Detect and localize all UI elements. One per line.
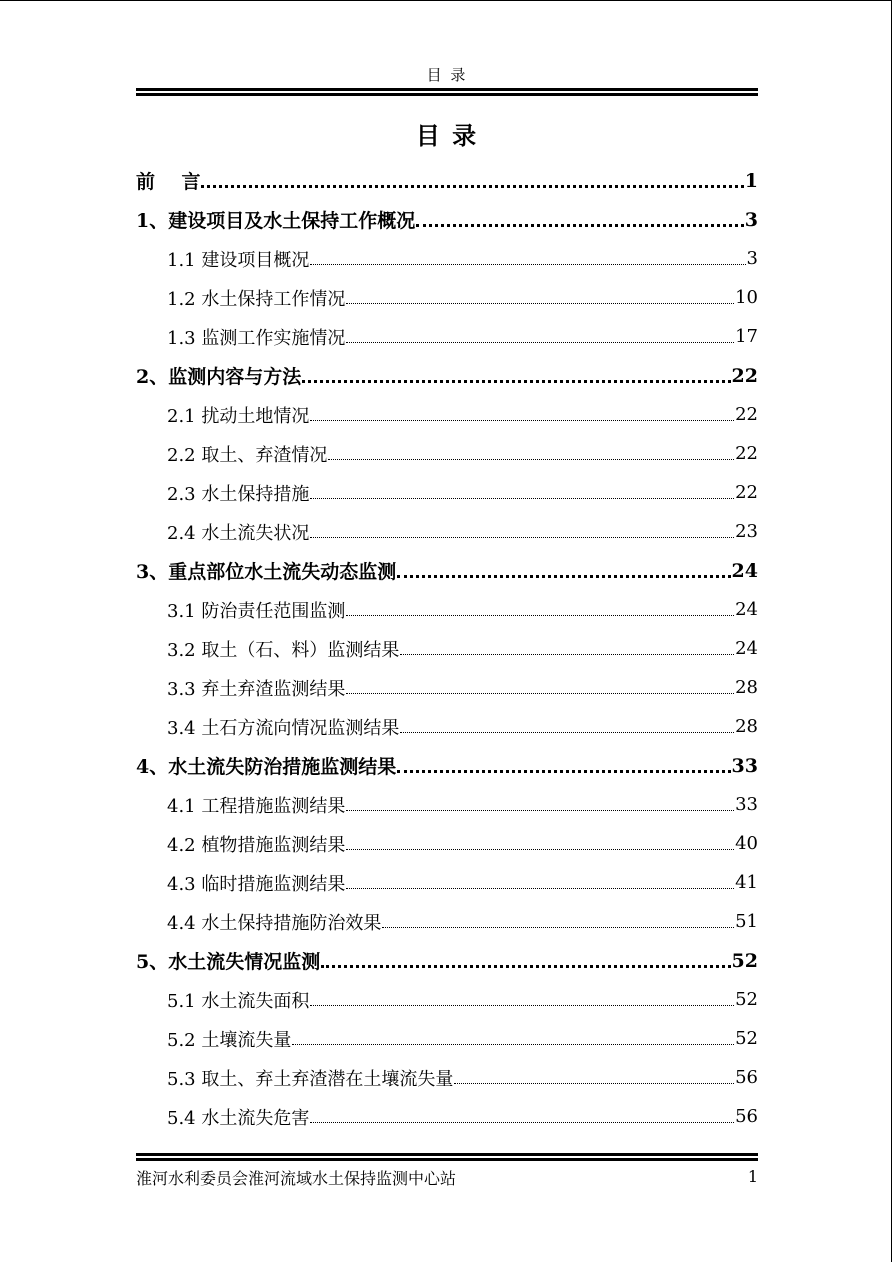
table-of-contents: [136, 161, 758, 1136]
toc-entry-label: 3.1 防治责任范围监测: [167, 600, 346, 622]
toc-section-entry[interactable]: [136, 590, 758, 629]
toc-dot-leader: [382, 926, 734, 928]
toc-dot-leader: [346, 341, 734, 343]
toc-dot-leader: [454, 1082, 734, 1084]
toc-entry-label: 1.1 建设项目概况: [167, 249, 310, 271]
toc-entry-label: 4.2 植物措施监测结果: [167, 834, 346, 856]
toc-entry-page-number: 40: [735, 833, 758, 854]
toc-dot-leader: [201, 184, 743, 188]
toc-entry-page-number: 3: [746, 248, 758, 269]
toc-entry-page-number: 24: [735, 638, 758, 659]
toc-section-entry[interactable]: [136, 395, 758, 434]
toc-dot-leader: [416, 223, 744, 227]
toc-dot-leader: [346, 887, 734, 889]
toc-entry-label: 4.4 水土保持措施防治效果: [167, 912, 382, 934]
toc-section-entry[interactable]: [136, 317, 758, 356]
toc-section-entry[interactable]: [136, 512, 758, 551]
footer-page-number: 1: [747, 1167, 758, 1186]
toc-entry-page-number: 1: [744, 169, 758, 192]
toc-entry-label: 2.3 水土保持措施: [167, 483, 310, 505]
toc-dot-leader: [310, 263, 745, 265]
toc-chapter-entry[interactable]: [136, 161, 758, 200]
toc-dot-leader: [310, 497, 734, 499]
toc-dot-leader: [397, 769, 730, 773]
toc-entry-page-number: 33: [735, 794, 758, 815]
toc-entry-page-number: 28: [735, 677, 758, 698]
footer-rule-top: [136, 1153, 758, 1156]
toc-entry-label: 2、监测内容与方法: [136, 366, 302, 388]
toc-section-entry[interactable]: [136, 239, 758, 278]
toc-entry-page-number: 41: [735, 872, 758, 893]
toc-entry-page-number: 22: [735, 404, 758, 425]
toc-section-entry[interactable]: [136, 668, 758, 707]
toc-section-entry[interactable]: [136, 1058, 758, 1097]
toc-dot-leader: [328, 458, 734, 460]
toc-dot-leader: [310, 536, 734, 538]
running-header-title: 目 录: [426, 66, 468, 84]
toc-dot-leader: [346, 848, 734, 850]
toc-entry-page-number: 10: [735, 287, 758, 308]
toc-section-entry[interactable]: [136, 863, 758, 902]
toc-entry-label: 2.1 扰动土地情况: [167, 405, 310, 427]
toc-entry-page-number: 51: [735, 911, 758, 932]
toc-entry-label: 4.3 临时措施监测结果: [167, 873, 346, 895]
toc-entry-label: 5.1 水土流失面积: [167, 990, 310, 1012]
toc-dot-leader: [310, 1121, 734, 1123]
toc-dot-leader: [400, 731, 734, 733]
toc-entry-page-number: 22: [731, 364, 758, 387]
toc-entry-label: 1.2 水土保持工作情况: [167, 288, 346, 310]
toc-entry-page-number: 24: [735, 599, 758, 620]
toc-entry-label: 1.3 监测工作实施情况: [167, 327, 346, 349]
toc-entry-label: 4、水土流失防治措施监测结果: [136, 756, 397, 778]
toc-section-entry[interactable]: [136, 824, 758, 863]
toc-entry-page-number: 56: [735, 1067, 758, 1088]
toc-chapter-entry[interactable]: [136, 941, 758, 980]
page-top-border: [0, 0, 892, 1]
toc-dot-leader: [397, 574, 730, 578]
toc-entry-label: 5.2 土壤流失量: [167, 1029, 292, 1051]
toc-section-entry[interactable]: [136, 980, 758, 1019]
toc-section-entry[interactable]: [136, 707, 758, 746]
toc-chapter-entry[interactable]: [136, 200, 758, 239]
toc-entry-page-number: 22: [735, 443, 758, 464]
toc-dot-leader: [346, 692, 734, 694]
toc-dot-leader: [310, 419, 734, 421]
toc-entry-label: 3、重点部位水土流失动态监测: [136, 561, 397, 583]
toc-entry-label: 3.4 土石方流向情况监测结果: [167, 717, 400, 739]
toc-dot-leader: [400, 653, 734, 655]
toc-section-entry[interactable]: [136, 278, 758, 317]
toc-section-entry[interactable]: [136, 902, 758, 941]
toc-entry-page-number: 22: [735, 482, 758, 503]
toc-entry-page-number: 24: [731, 559, 758, 582]
toc-entry-label: 1、建设项目及水土保持工作概况: [136, 210, 416, 232]
toc-entry-label: 5.4 水土流失危害: [167, 1107, 310, 1129]
toc-chapter-entry[interactable]: [136, 551, 758, 590]
toc-entry-page-number: 17: [735, 326, 758, 347]
toc-title: 目 录: [415, 121, 479, 150]
toc-entry-label: 2.2 取土、弃渣情况: [167, 444, 328, 466]
toc-section-entry[interactable]: [136, 785, 758, 824]
toc-dot-leader: [321, 964, 730, 968]
toc-entry-label: 3.2 取土（石、料）监测结果: [167, 639, 400, 661]
toc-entry-label: 5、水土流失情况监测: [136, 951, 321, 973]
toc-dot-leader: [292, 1043, 734, 1045]
toc-entry-page-number: 28: [735, 716, 758, 737]
toc-entry-page-number: 52: [735, 989, 758, 1010]
toc-entry-page-number: 52: [735, 1028, 758, 1049]
toc-dot-leader: [346, 302, 734, 304]
toc-section-entry[interactable]: [136, 1097, 758, 1136]
toc-entry-label: 2.4 水土流失状况: [167, 522, 310, 544]
toc-dot-leader: [346, 614, 734, 616]
toc-entry-label: 3.3 弃土弃渣监测结果: [167, 678, 346, 700]
toc-entry-label: 前 言: [136, 171, 201, 193]
toc-dot-leader: [346, 809, 734, 811]
toc-dot-leader: [302, 379, 730, 383]
footer-organization: 淮河水利委员会淮河流域水土保持监测中心站: [136, 1169, 457, 1188]
toc-section-entry[interactable]: [136, 473, 758, 512]
toc-entry-label: 5.3 取土、弃土弃渣潜在土壤流失量: [167, 1068, 454, 1090]
toc-chapter-entry[interactable]: [136, 356, 758, 395]
toc-entry-page-number: 56: [735, 1106, 758, 1127]
toc-section-entry[interactable]: [136, 1019, 758, 1058]
toc-entry-label: 4.1 工程措施监测结果: [167, 795, 346, 817]
toc-entry-page-number: 3: [744, 208, 758, 231]
toc-dot-leader: [310, 1004, 734, 1006]
toc-entry-page-number: 52: [731, 949, 758, 972]
toc-entry-page-number: 33: [731, 754, 758, 777]
header-rule-bottom: [136, 93, 758, 96]
toc-section-entry[interactable]: [136, 629, 758, 668]
header-rule-top: [136, 88, 758, 91]
toc-chapter-entry[interactable]: [136, 746, 758, 785]
toc-section-entry[interactable]: [136, 434, 758, 473]
toc-entry-page-number: 23: [735, 521, 758, 542]
footer-rule-bottom: [136, 1158, 758, 1161]
